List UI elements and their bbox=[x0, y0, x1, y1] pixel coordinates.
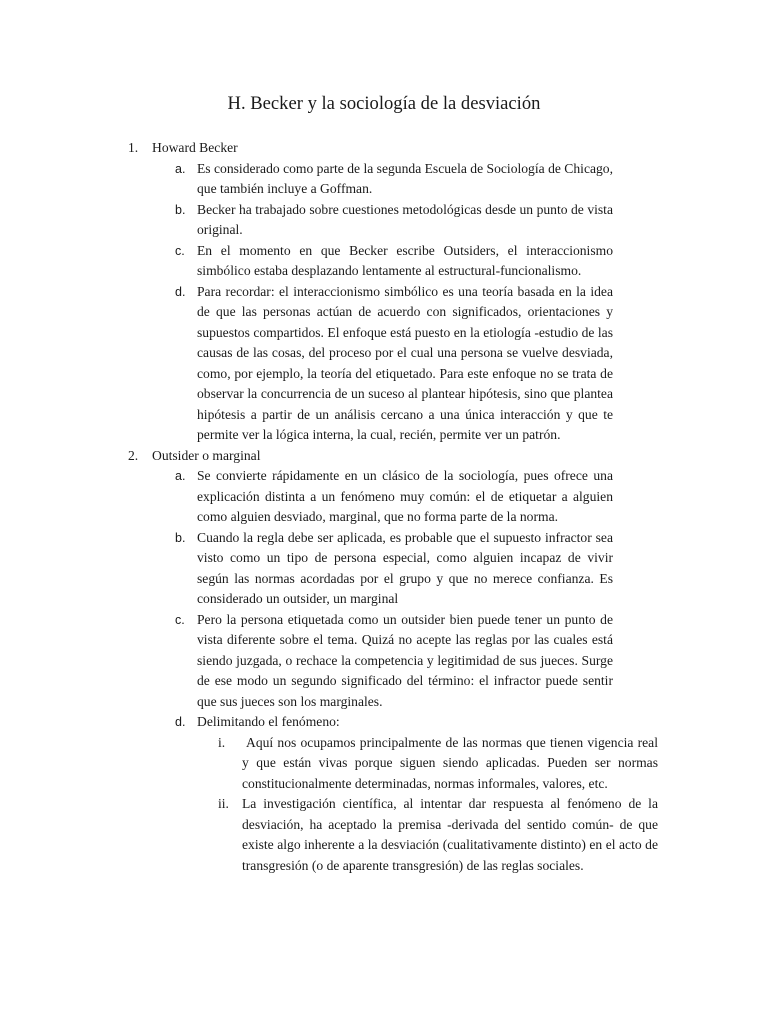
list-item-text: Becker ha trabajado sobre cuestiones metodológicas desde un punto de vista original. bbox=[197, 201, 613, 237]
list-marker: a. bbox=[175, 161, 186, 176]
list-marker: b. bbox=[175, 202, 186, 217]
list-item bbox=[218, 733, 658, 795]
list-item-text: En el momento en que Becker escribe Outsiders, el interaccionismo simbólico estaba desplazando lentamente al estructural-funcionalismo. bbox=[197, 242, 613, 278]
list-item-text: Se convierte rápidamente en un clásico de la sociología, pues ofrece una explicación distinta a un fenómeno muy común: el de etiquetar a alguien como alguien desviado, marginal, que no forma parte de la norma. bbox=[197, 468, 613, 524]
subitem-list bbox=[152, 466, 768, 876]
list-item bbox=[175, 159, 613, 200]
list-item-text: Para recordar: el interaccionismo simbólico es una teoría basada en la idea de que las personas actúan de acuerdo con significados, orientaciones y supuestos compartidos. El enfoque está puesto en la etiología -estudio de las causas de las cosas, del proceso por el cual una persona se vuelve desviada, como, por ejemplo, la teoría del etiquetado. Para este enfoque no se trata de observar la concurrencia de un suceso al plantear hipótesis, sino que plantea hipótesis a partir de un análisis cercano a una única interacción y que te permite ver la lógica interna, la cual, recién, permite ver un patrón. bbox=[197, 283, 613, 442]
list-item-text: Aquí nos ocupamos principalmente de las normas que tienen vigencia real y que están vivas porque siguen siendo aplicadas. Pueden ser normas constitucionalmente determinadas, normas informales, valores, etc. bbox=[242, 734, 658, 791]
subitem-list bbox=[152, 159, 768, 446]
list-marker: a. bbox=[175, 469, 186, 483]
list-item-text: Es considerado como parte de la segunda Escuela de Sociología de Chicago, que también incluye a Goffman. bbox=[197, 160, 613, 196]
section-heading: Outsider o marginal bbox=[152, 447, 261, 463]
document-body bbox=[0, 138, 768, 876]
document-title: H. Becker y la sociología de la desviación bbox=[227, 93, 541, 114]
list-item bbox=[175, 610, 613, 713]
list-marker: 1. bbox=[128, 140, 139, 155]
roman-subitem-list bbox=[197, 733, 658, 877]
section-list bbox=[0, 138, 768, 876]
list-item-text: La investigación científica, al intentar dar respuesta al fenómeno de la desviación, ha aceptado la premisa -derivada del sentido común- de que existe algo inherente a la desviación (cualitativamente distinto) en el acto de transgresión (o de aparente transgresión) de las reglas sociales. bbox=[242, 796, 658, 873]
list-marker: i. bbox=[218, 734, 226, 750]
list-marker: d. bbox=[175, 284, 186, 299]
section-howard-becker bbox=[0, 138, 768, 446]
list-marker: ii. bbox=[218, 796, 229, 811]
list-item bbox=[175, 466, 613, 528]
list-item bbox=[175, 282, 613, 446]
section-outsider-o-marginal bbox=[0, 446, 768, 877]
list-item bbox=[218, 794, 658, 876]
list-marker: 2. bbox=[128, 447, 139, 463]
list-marker: d. bbox=[175, 715, 186, 729]
list-item-text: Delimitando el fenómeno: bbox=[197, 714, 340, 729]
list-marker: c. bbox=[175, 243, 185, 258]
list-item bbox=[175, 200, 613, 241]
section-heading: Howard Becker bbox=[152, 140, 238, 155]
list-item-text: Pero la persona etiquetada como un outsider bien puede tener un punto de vista diferente sobre el tema. Quizá no acepte las reglas por las cuales está siendo juzgada, o rechace la competencia y legitimidad de sus jueces. Surge de ese modo un segundo significado del término: el infractor puede sentir que sus jueces son los marginales. bbox=[197, 611, 613, 709]
list-item bbox=[175, 528, 613, 610]
list-item-text: Cuando la regla debe ser aplicada, es probable que el supuesto infractor sea visto como un tipo de persona especial, como alguien incapaz de vivir según las normas acordadas por el grupo y que no merece confianza. Es considerado un outsider, un marginal bbox=[197, 529, 613, 606]
list-item bbox=[175, 712, 658, 876]
list-item bbox=[175, 241, 613, 282]
list-marker: c. bbox=[175, 612, 185, 627]
list-marker: b. bbox=[175, 530, 186, 545]
